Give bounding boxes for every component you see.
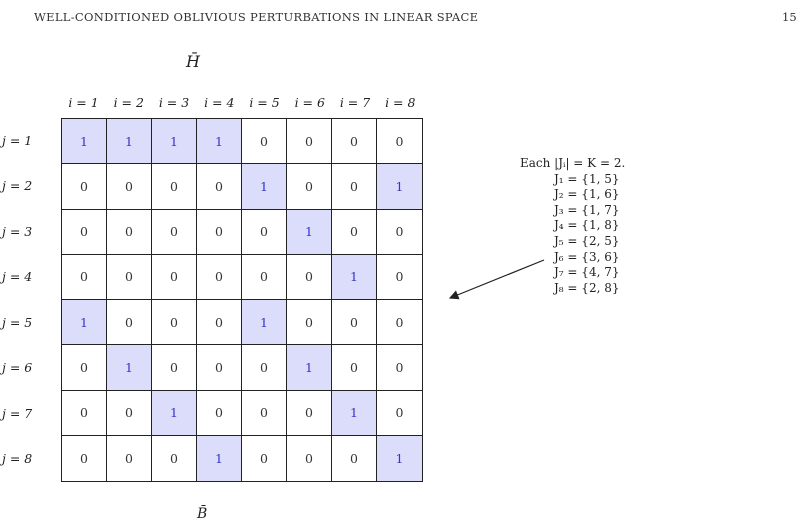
set-item: J₆ = {3, 6} — [554, 249, 620, 264]
matrix-cell: 1 — [152, 119, 197, 164]
matrix-cell: 0 — [62, 164, 107, 209]
matrix-cell: 0 — [242, 436, 287, 481]
matrix-cell: 0 — [242, 391, 287, 436]
row-label: j = 4 — [2, 269, 33, 285]
set-item: J₈ = {2, 8} — [554, 280, 620, 295]
row-label: j = 8 — [2, 451, 33, 467]
row-label: j = 1 — [2, 132, 33, 148]
matrix-cell: 1 — [197, 436, 242, 481]
matrix-cell: 1 — [332, 255, 377, 300]
matrix-cell: 0 — [287, 119, 332, 164]
set-item: J₃ = {1, 7} — [554, 202, 620, 217]
matrix-cell: 0 — [332, 210, 377, 255]
matrix-cell: 0 — [287, 391, 332, 436]
matrix-cell: 1 — [107, 119, 152, 164]
matrix-cell: 0 — [152, 436, 197, 481]
matrix-cell: 0 — [197, 164, 242, 209]
matrix-cell: 1 — [242, 164, 287, 209]
row-label: j = 2 — [2, 178, 33, 194]
matrix-cell: 0 — [242, 345, 287, 390]
matrix-cell: 0 — [377, 210, 422, 255]
matrix-cell: 0 — [152, 164, 197, 209]
matrix-cell: 0 — [152, 345, 197, 390]
pointer-arrow — [440, 250, 550, 310]
matrix-cell: 1 — [377, 164, 422, 209]
set-item: J₄ = {1, 8} — [554, 218, 620, 233]
column-label: i = 6 — [294, 95, 325, 110]
column-label: i = 8 — [385, 95, 416, 110]
bottom-matrix-label: B̄ — [197, 506, 208, 522]
matrix-cell: 1 — [152, 391, 197, 436]
matrix-cell: 0 — [107, 164, 152, 209]
matrix-cell: 0 — [332, 300, 377, 345]
matrix-cell: 0 — [107, 436, 152, 481]
matrix-cell: 0 — [197, 255, 242, 300]
matrix-cell: 1 — [107, 345, 152, 390]
matrix-cell: 1 — [62, 300, 107, 345]
matrix-cell: 0 — [107, 300, 152, 345]
matrix-cell: 0 — [107, 255, 152, 300]
matrix-cell: 0 — [377, 255, 422, 300]
matrix-cell: 1 — [377, 436, 422, 481]
matrix-cell: 0 — [377, 300, 422, 345]
column-label: i = 1 — [68, 95, 99, 110]
matrix-cell: 0 — [287, 300, 332, 345]
matrix-cell: 1 — [62, 119, 107, 164]
matrix-cell: 0 — [197, 345, 242, 390]
set-item: J₁ = {1, 5} — [554, 171, 620, 186]
matrix-cell: 0 — [107, 391, 152, 436]
set-item: J₇ = {4, 7} — [554, 265, 620, 280]
matrix-grid — [61, 118, 423, 482]
running-title: WELL-CONDITIONED OBLIVIOUS PERTURBATIONS IN LINEAR SPACE — [34, 10, 479, 24]
matrix-cell: 0 — [152, 210, 197, 255]
column-label: i = 7 — [339, 95, 371, 110]
matrix-cell: 0 — [62, 210, 107, 255]
matrix-cell: 1 — [287, 345, 332, 390]
matrix-cell: 0 — [62, 255, 107, 300]
matrix-cell: 0 — [377, 345, 422, 390]
matrix-cell: 0 — [242, 255, 287, 300]
matrix-cell: 0 — [62, 345, 107, 390]
row-label: j = 6 — [2, 360, 33, 376]
matrix-cell: 0 — [287, 255, 332, 300]
matrix-cell: 0 — [107, 210, 152, 255]
matrix-cell: 0 — [62, 391, 107, 436]
matrix-cell: 0 — [287, 436, 332, 481]
matrix-cell: 1 — [242, 300, 287, 345]
matrix-cell: 0 — [152, 255, 197, 300]
matrix-cell: 1 — [197, 119, 242, 164]
matrix-cell: 0 — [287, 164, 332, 209]
row-label: j = 5 — [2, 314, 33, 330]
matrix-cell: 0 — [152, 300, 197, 345]
column-label: i = 5 — [249, 95, 280, 110]
column-label: i = 4 — [204, 95, 235, 110]
matrix-cell: 0 — [332, 119, 377, 164]
matrix-cell: 0 — [197, 391, 242, 436]
matrix-cell: 0 — [242, 119, 287, 164]
row-label: j = 7 — [2, 405, 33, 421]
annotation-heading: Each |Jᵢ| = K = 2. — [520, 156, 626, 170]
matrix-cell: 0 — [242, 210, 287, 255]
page-number: 15 — [782, 10, 797, 24]
matrix-cell: 0 — [377, 119, 422, 164]
matrix-cell: 0 — [197, 210, 242, 255]
matrix-title: H̄ — [186, 52, 200, 71]
column-label: i = 3 — [158, 95, 190, 110]
matrix-cell: 0 — [62, 436, 107, 481]
matrix-cell: 0 — [332, 436, 377, 481]
matrix-cell: 0 — [332, 164, 377, 209]
matrix-cell: 0 — [332, 345, 377, 390]
matrix-cell: 0 — [197, 300, 242, 345]
row-label: j = 3 — [2, 223, 33, 239]
column-label: i = 2 — [113, 95, 144, 110]
set-item: J₅ = {2, 5} — [554, 233, 620, 248]
set-item: J₂ = {1, 6} — [554, 187, 620, 202]
matrix-cell: 0 — [377, 391, 422, 436]
matrix-cell: 1 — [332, 391, 377, 436]
matrix-cell: 1 — [287, 210, 332, 255]
